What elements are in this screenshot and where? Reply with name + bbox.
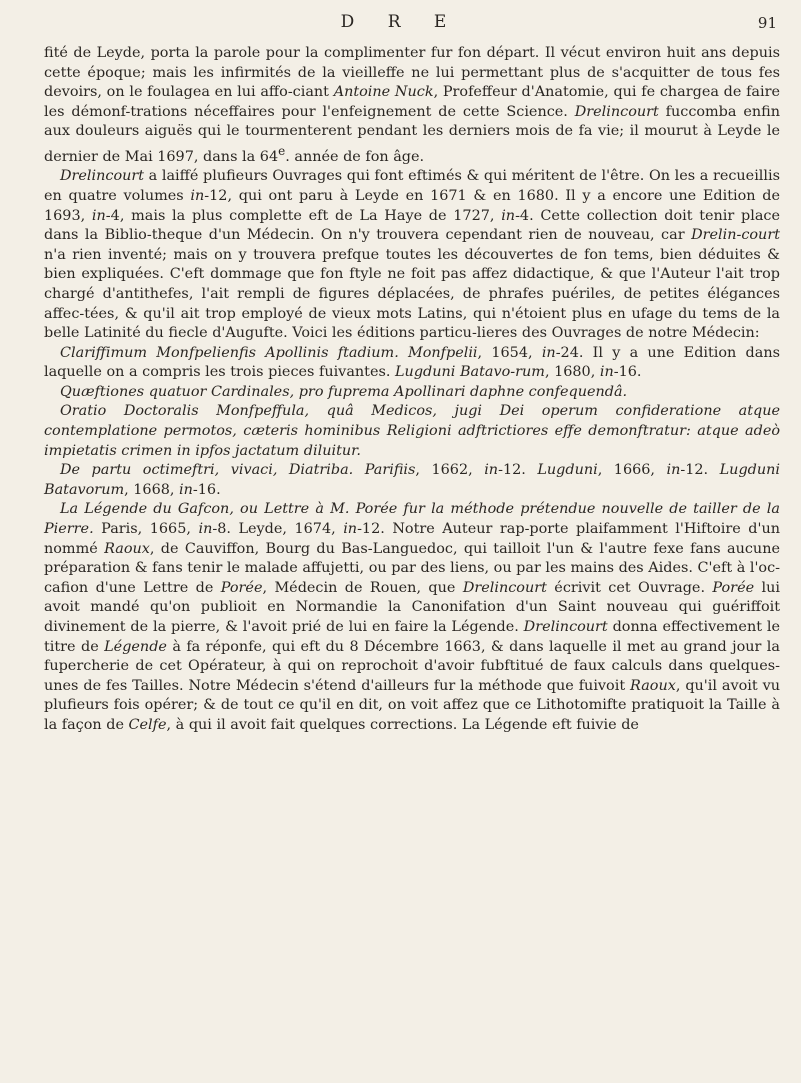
bibliography-entry-legende-gascon: La Légende du Gafcon, ou Lettre à M. Porée fur la méthode prétendue nouvelle de tailler de la Pierre. Paris, 1665, in-8. Leyde, 1674, in-12. Notre Auteur rap-porte plaifamment l'Hiftoire d'un nommé Raoux, de Cauviffon, Bourg du Bas-Languedoc, qui tailloit l'un & l'autre fexe fans aucune préparation & fans tenir le malade affujetti, ou par des liens, ou par les mains des Aides. C'eft à l'oc-cafion d'une Lettre de Porée, Médecin de Rouen, que Drelincourt écrivit cet Ouvrage. Porée lui avoit mandé qu'on publioit en Normandie la Canonifation d'un Saint nouveau qui guériffoit divinement de la pierre, & l'avoit prié de lui en faire la Légende. Drelincourt donna effectivement le titre de Légende à fa réponfe, qui eft du 8 Décembre 1663, & dans laquelle il met au grand jour la fupercherie de cet Opérateur, à qui on reprochoit d'avoir fubftitué de faux calculs dans quelques-unes de fes Tailles. Notre Médecin s'étend d'ailleurs fur la méthode que fuivoit Raoux, qu'il avoit vu plufieurs fois opérer; & de tout ce qu'il en dit, on voit affez que ce Lithotomifte pratiquoit la Taille à la façon de Celfe, à qui il avoit fait quelques corrections. La Légende eft fuivie de [44,501,780,733]
running-title: D R E [340,12,461,32]
bibliography-entry-oratio: Oratio Doctoralis Monfpeffula, quâ Medicos, jugi Dei operum confideratione atque contemplatione permotos, cæteris hominibus Religioni adftrictiores effe demonftratur: atque adeò impietatis crimen in ipfos jactatum diluitur. [44,403,780,459]
page-number: 91 [757,14,777,32]
paragraph-works-overview: Drelincourt a laiffé plufieurs Ouvrages qui font eftimés & qui méritent de l'être. On les a recueillis en quatre volumes in-12, qui ont paru à Leyde en 1671 & en 1680. Il y a encore une Edition de 1693, in-4, mais la plus complette eft de La Haye de 1727, in-4. Cette collection doit tenir place dans la Biblio-theque d'un Médecin. On n'y trouvera cependant rien de nouveau, car Drelin-court n'a rien inventé; mais on y trouvera prefque toutes les découvertes de fon tems, bien déduites & bien expliquées. C'eft dommage que fon ftyle ne foit pas affez didactique, & que l'Auteur l'ait trop chargé d'antithefes, l'ait rempli de figures déplacées, de phrafes puériles, de petites élégances affec-tées, & qu'il ait trop employé de vieux mots Latins, qui n'étoient plus en ufage du tems de la belle Latinité du fiecle d'Augufte. Voici les éditions particu-lieres des Ouvrages de notre Médecin: [44,168,780,342]
bibliography-entry-quaestiones: Quæftiones quatuor Cardinales, pro fuprema Apollinari daphne confequendâ. [60,383,628,400]
paragraph-biography-end: fité de Leyde, porta la parole pour la complimenter fur fon départ. Il vécut environ huit ans depuis cette époque; mais les infirmités de la vieilleffe ne lui permettant plus de s'acquitter de tous fes devoirs, on le foulagea en lui affo-ciant Antoine Nuck, Profeffeur d'Anatomie, qui fe chargea de faire les démonf-trations néceffaires pour l'enfeignement de cette Science. Drelincourt fuccomba enfin aux douleurs aiguës qui le tourmenterent pendant les derniers mois de fa vie; il mourut à Leyde le dernier de Mai 1697, dans la 64e. année de fon âge. [44,45,780,165]
page-body [44,44,780,736]
bibliography-entry-de-partu: De partu octimeftri, vivaci, Diatriba. Parifiis, 1662, in-12. Lugduni, 1666, in-12. Lugduni Batavorum, 1668, in-16. [44,462,781,498]
running-header [0,12,801,36]
bibliography-entry-clarissimum: Clariffimum Monfpelienfis Apollinis ftadium. Monfpelii, 1654, in-24. Il y a une Edition dans laquelle on a compris les trois pieces fuivantes. Lugduni Batavo-rum, 1680, in-16. [44,344,781,381]
